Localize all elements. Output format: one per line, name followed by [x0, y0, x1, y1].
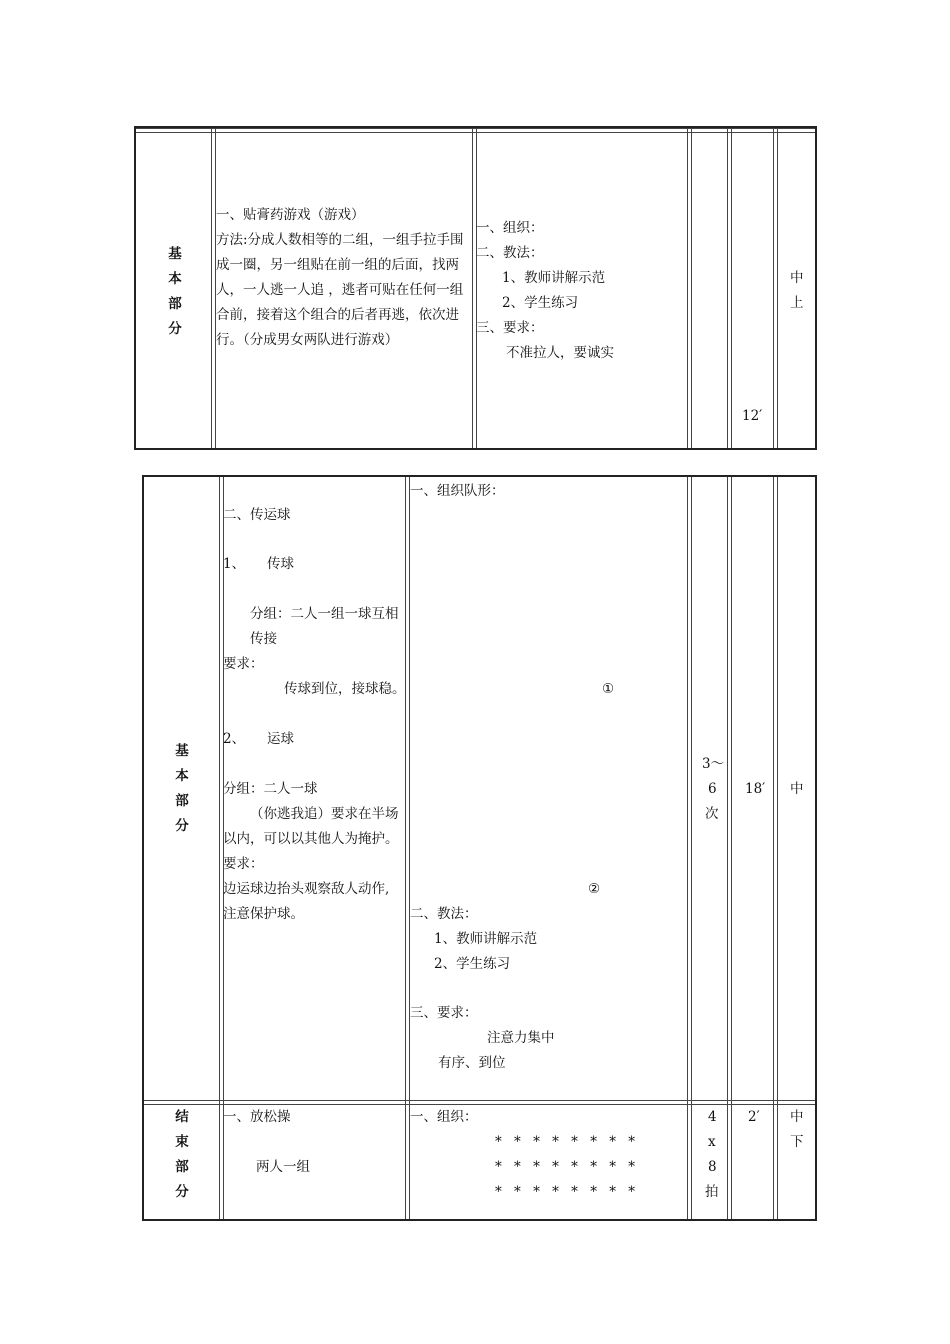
formation-stars-row: * * * * * * * * [495, 1184, 640, 1200]
content-line: （你逃我追）要求在半场 [250, 806, 399, 822]
col-divider [472, 128, 477, 448]
formation-marker-2: ② [588, 881, 601, 897]
content-line: 行。（分成男女两队进行游戏） [216, 332, 399, 348]
content-item-name: 传球 [267, 556, 294, 572]
method-line: 2、学生练习 [502, 295, 579, 311]
col-divider [687, 477, 692, 1219]
content-line: 成一圈，另一组贴在前一组的后面，找两 [216, 257, 459, 273]
formation-stars-row: * * * * * * * * [495, 1159, 640, 1175]
content-line: 分组：二人一球 [223, 781, 318, 797]
content-line: 以内，可以以其他人为掩护。 [223, 831, 399, 847]
content-line: 合前，接着这个组合的后者再逃，依次进 [216, 307, 459, 323]
method-line: 三、要求： [410, 1005, 478, 1021]
content-line: 传球到位，接球稳。 [284, 681, 406, 697]
times-cell: 3～ [702, 756, 725, 772]
method-line: 有序、到位 [438, 1055, 506, 1071]
time-cell: 18′ [745, 781, 766, 797]
content-line: 传接 [250, 631, 277, 647]
intensity-cell: 中 [790, 270, 804, 286]
times-cell: 8 [708, 1159, 717, 1175]
method-line: 一、组织： [476, 220, 544, 236]
lesson-table-2 [142, 475, 817, 1221]
method-line: 1、教师讲解示范 [434, 931, 538, 947]
times-cell: 4 [708, 1109, 717, 1125]
method-line: 一、组织： [410, 1109, 478, 1125]
formation-stars-row: * * * * * * * * [495, 1134, 640, 1150]
times-cell: 6 [708, 781, 717, 797]
times-cell: x [708, 1134, 716, 1150]
section-label: 基 本 部 分 [168, 246, 182, 337]
content-line: 人，一人逃一人追 ，逃者可贴在任何一组 [216, 282, 464, 298]
method-line: 1、教师讲解示范 [502, 270, 606, 286]
time-cell: 2′ [748, 1109, 760, 1125]
content-item-number: 2、 [223, 731, 246, 747]
method-line: 二、教法： [476, 245, 544, 261]
content-item-name: 运球 [267, 731, 294, 747]
method-line: 一、组织队形： [410, 483, 505, 499]
col-divider [727, 128, 732, 448]
content-title: 一、贴膏药游戏（游戏） [216, 207, 365, 223]
method-line: 二、教法： [410, 906, 478, 922]
intensity-cell: 上 [790, 295, 804, 311]
method-line: 2、学生练习 [434, 956, 511, 972]
method-line: 三、要求： [476, 320, 544, 336]
col-divider [687, 128, 692, 448]
lesson-table-1 [134, 126, 817, 450]
content-line: 分组：二人一组一球互相 [250, 606, 399, 622]
times-cell: 次 [705, 806, 719, 822]
intensity-cell: 下 [790, 1134, 804, 1150]
content-line: 注意保护球。 [223, 906, 304, 922]
times-cell: 拍 [705, 1184, 719, 1200]
formation-marker-1: ① [602, 681, 615, 697]
intensity-cell: 中 [790, 781, 804, 797]
method-line: 注意力集中 [487, 1030, 555, 1046]
content-title: 一、放松操 [223, 1109, 291, 1125]
content-line: 方法:分成人数相等的二组，一组手拉手围 [216, 232, 464, 248]
time-cell: 12′ [742, 408, 763, 424]
content-line: 要求： [223, 856, 264, 872]
col-divider [773, 477, 778, 1219]
col-divider [727, 477, 732, 1219]
content-line: 要求： [223, 656, 264, 672]
intensity-cell: 中 [790, 1109, 804, 1125]
section-label: 基 本 部 分 [175, 743, 189, 834]
method-line: 不准拉人，要诚实 [506, 345, 614, 361]
content-title: 二、传运球 [223, 507, 291, 523]
section-label: 结 束 部 分 [175, 1109, 189, 1200]
content-line: 边运球边抬头观察敌人动作, [223, 881, 390, 897]
content-item-number: 1、 [223, 556, 246, 572]
col-divider [773, 128, 778, 448]
content-line: 两人一组 [256, 1159, 310, 1175]
